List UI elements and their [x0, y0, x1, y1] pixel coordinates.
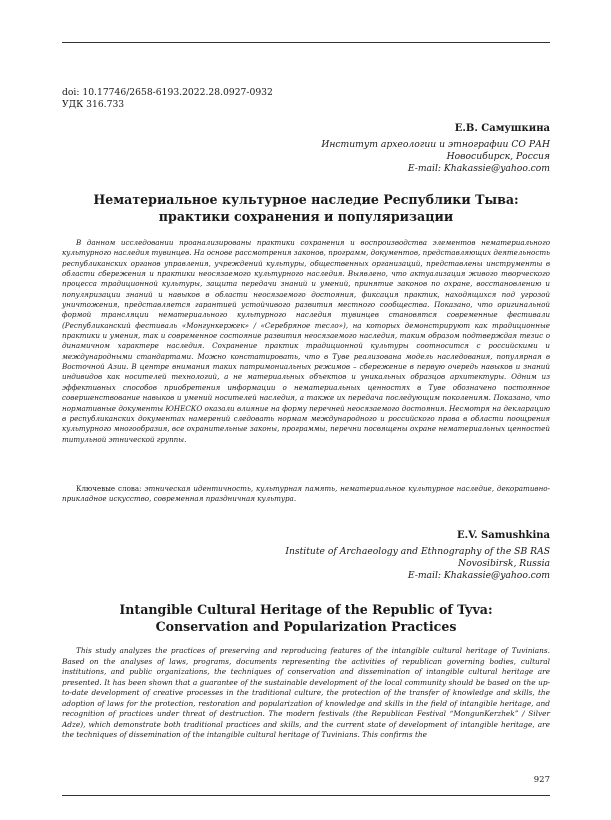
- ru-location: Новосибирск, Россия: [446, 151, 550, 162]
- ru-author-block: [321, 123, 550, 175]
- en-abstract-text: This study analyzes the practices of preserving and reproducing features of the intangible cultural heritage of Tuvinians. Based on the analyses of laws, programs, documents representing the activities of republican governing bodies, cultural institutions, and public organizations, the techniques of conservation and dissemination of intangible cultural heritage are presented. It has been shown that a guarantee of the sustainable development of the local community should be based on the up-to-date development of creative processes in the traditional culture, the protection of the transfer of knowledge and skills, the adoption of laws for the protection, restoration and popularization of knowledge and skills in the field of intangible heritage, and recognition of practices under threat of destruction. The modern festivals (the Republican Festival “MongunKerzhek” / Silver Adze), which demonstrate both traditional practices and skills, and the current state of development of intangible heritage, are the techniques of dissemination of the intangible cultural heritage of Tuvinians. This confirms the: [62, 646, 550, 739]
- footer-rule: [62, 795, 550, 796]
- en-email: E-mail: Khakassie@yahoo.com: [407, 570, 550, 581]
- en-abstract: [62, 646, 550, 741]
- ru-author-name: Е.В. Самушкина: [454, 123, 550, 134]
- ru-affiliation: Институт археологии и этнографии СО РАН: [321, 139, 550, 150]
- keywords-text: этническая идентичность, культурная память, нематериальное культурное наследие, декоративно-прикладное искусство, современная праздничная культура.: [62, 484, 550, 504]
- en-affiliation: Institute of Archaeology and Ethnography of the SB RAS: [285, 546, 550, 557]
- ru-abstract-text: В данном исследовании проанализированы практики сохранения и воспроизводства элементов нематериального культурного наследия тувинцев. На основе рассмотрения законов, программ, документов, представляющих деятельность республиканских органов управления, учреждений культуры, общественных организаций, представлены инструменты в области сбережения и практики неосязаемого культурного наследия. Выявлено, что актуализация живого творческого процесса традиционной культуры, защита передачи знаний и умений, принятие законов по охране, восстановлению и популяризации знаний и навыков в области неосязаемого достояния, фиксация практик, находящихся под угрозой уничтожения, представляется гарантией устойчивого развития местного сообщества. Показано, что оригинальной формой трансляции нематериального культурного наследия тувинцев становятся современные фестивали (Республиканский фестиваль «Монгункержек» / «Серебряное тесло»), на которых демонстрируют как традиционные практики и умения, так и современное состояние развития неосязаемого наследия, таким образом подтверждая тезис о динамичном характере наследия. Сохранение практик традиционной культуры соотносится с российскими и международными стандартами. Можно констатировать, что в Туве реализована модель наследования, популярная в Восточной Азии. В центре внимания таких патримониальных режимов – сбережение в первую очередь навыков и знаний индивидов как носителей технологий, а не материальных объектов и уникальных образцов архитектуры. Одним из эффективных способов приобретения информации о нематериальных ценностях в Туве обозначено постоянное совершенствование навыков и умений носителей наследия, а также их передача последующим поколениям. Показано, что нормативные документы ЮНЕСКО оказали влияние на форму перечней неосязаемого достояния. Несмотря на декларацию в республиканских документах намерений следовать нормам международного и российского права в области поощрения культурного многообразия, все охранительные законы, программы, перечни посвящены охране нематериальных ценностей титульной этнической группы.: [62, 238, 550, 444]
- header-rule: [62, 42, 550, 43]
- ru-email: E-mail: Khakassie@yahoo.com: [407, 163, 550, 174]
- en-author-name: E.V. Samushkina: [456, 530, 550, 541]
- en-author-block: [285, 530, 550, 582]
- en-title-line1: Intangible Cultural Heritage of the Republic of Tyva:: [119, 602, 493, 617]
- page-number: 927: [533, 775, 550, 785]
- en-title: [62, 601, 550, 635]
- doi: doi: 10.17746/2658-6193.2022.28.0927-0932: [62, 87, 273, 98]
- udc: УДК 316.733: [62, 98, 125, 110]
- ru-keywords: [62, 484, 550, 505]
- ru-title-line1: Нематериальное культурное наследие Республики Тыва:: [93, 192, 519, 207]
- ru-title: [62, 191, 550, 225]
- keywords-label: Ключевые слова:: [76, 484, 142, 493]
- en-title-line2: Conservation and Popularization Practices: [155, 619, 457, 634]
- en-location: Novosibirsk, Russia: [458, 558, 550, 569]
- ru-abstract: [62, 238, 550, 445]
- article-meta: [62, 87, 273, 110]
- ru-title-line2: практики сохранения и популяризации: [158, 209, 454, 224]
